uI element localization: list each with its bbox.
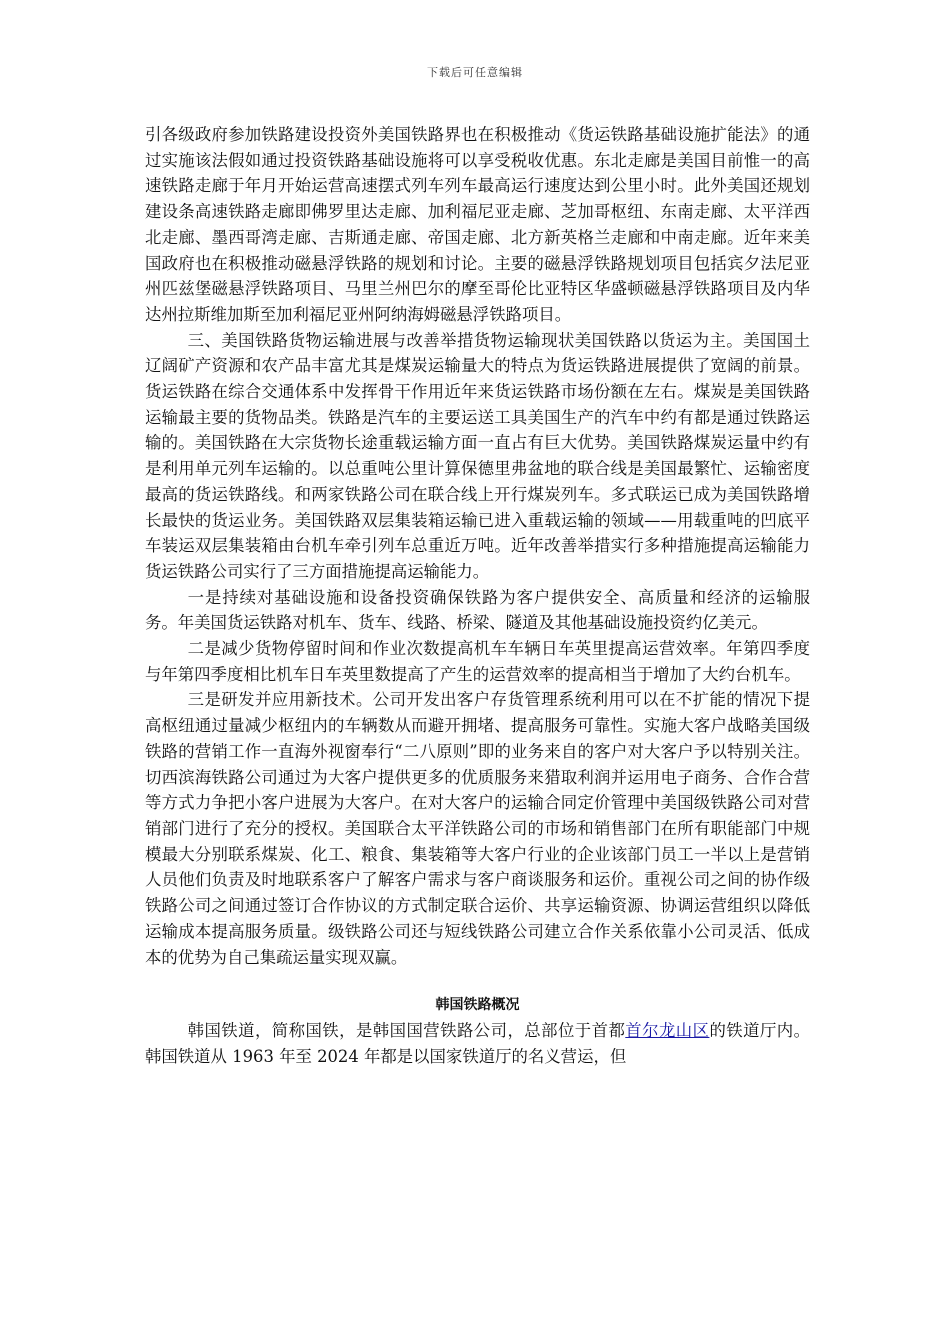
page-header: 下载后可任意编辑 <box>427 66 523 79</box>
paragraph: 一是持续对基础设施和设备投资确保铁路为客户提供安全、高质量和经济的运输服务。年美国货运铁路对机车、货车、线路、桥梁、隧道及其他基础设施投资约亿美元。 <box>145 587 810 633</box>
paragraph: 三、美国铁路货物运输进展与改善举措货物运输现状美国铁路以货运为主。美国国土辽阔矿产资源和农产品丰富尤其是煤炭运输量大的特点为货运铁路进展提供了宽阔的前景。货运铁路在综合交通体系中发挥骨干作用近年来货运铁路市场份额在左右。煤炭是美国铁路运输最主要的货物品类。铁路是汽车的主要运送工具美国生产的汽车中约有都是通过铁路运输的。美国铁路在大宗货物长途重载运输方面一直占有巨大优势。美国铁路煤炭运量中约有是利用单元列车运输的。以总重吨公里计算保德里弗盆地的联合线是美国最繁忙、运输密度最高的货运铁路线。和两家铁路公司在联合线上开行煤炭列车。多式联运已成为美国铁路增长最快的货运业务。美国铁路双层集装箱运输已进入重载运输的领域——用载重吨的凹底平车装运双层集装箱由台机车牵引列车总重近万吨。近年改善举措实行多种措施提高运输能力货运铁路公司实行了三方面措施提高运输能力。 <box>145 330 810 581</box>
section-intro-paragraph <box>145 1018 810 1069</box>
paragraph: 二是减少货物停留时间和作业次数提高机车车辆日车英里提高运营效率。年第四季度与年第四季度相比机车日车英里数提高了产生的运营效率的提高相当于增加了大约台机车。 <box>145 639 810 684</box>
seoul-yongsan-link[interactable]: 首尔龙山区 <box>625 1021 710 1041</box>
paragraph: 三是研发并应用新技术。公司开发出客户存货管理系统利用可以在不扩能的情况下提高枢纽通过量减少枢纽内的车辆数从而避开拥堵、提高服务可靠性。实施大客户战略美国级铁路的营销工作一直海外视窗奉行“二八原则”即的业务来自的客户对大客户予以特别关注。切西滨海铁路公司通过为大客户提供更多的优质服务来猎取利润并运用电子商务、合作合营等方式力争把小客户进展为大客户。在对大客户的运输合同定价管理中美国级铁路公司对营销部门进行了充分的授权。美国联合太平洋铁路公司的市场和销售部门在所有职能部门中规模最大分别联系煤炭、化工、粮食、集装箱等大客户行业的企业该部门员工一半以上是营销人员他们负责及时地联系客户了解客户需求与客户商谈服务和运价。重视公司之间的协作级铁路公司之间通过签订合作协议的方式制定联合运价、共享运输资源、协调运营组织以降低运输成本提高服务质量。级铁路公司还与短线铁路公司建立合作关系依靠小公司灵活、低成本的优势为自己集疏运量实现双赢。 <box>145 690 810 967</box>
section-title: 韩国铁路概况 <box>435 997 520 1014</box>
paragraph: 引各级政府参加铁路建设投资外美国铁路界也在积极推动《货运铁路基础设施扩能法》的通过实施该法假如通过投资铁路基础设施将可以享受税收优惠。东北走廊是美国目前惟一的高速铁路走廊于年月开始运营高速摆式列车列车最高运行速度达到公里小时。此外美国还规划建设条高速铁路走廊即佛罗里达走廊、加利福尼亚走廊、芝加哥枢纽、东南走廊、太平洋西北走廊、墨西哥湾走廊、吉斯通走廊、帝国走廊、北方新英格兰走廊和中南走廊。近年来美国政府也在积极推动磁悬浮铁路的规划和讨论。主要的磁悬浮铁路规划项目包括宾夕法尼亚州匹兹堡磁悬浮铁路项目、马里兰州巴尔的摩至哥伦比亚特区华盛顿磁悬浮铁路项目及内华达州拉斯维加斯至加利福尼亚州阿纳海姆磁悬浮铁路项目。 <box>145 125 810 324</box>
intro-text-after-link: 的铁道厅内。韩国铁道从 1963 年至 2024 年都是以国家铁道厅的名义营运，但 <box>145 1021 811 1066</box>
intro-text-before-link: 韩国铁道，简称国铁，是韩国国营铁路公司，总部位于首都 <box>187 1021 626 1041</box>
document-body <box>145 122 810 1070</box>
